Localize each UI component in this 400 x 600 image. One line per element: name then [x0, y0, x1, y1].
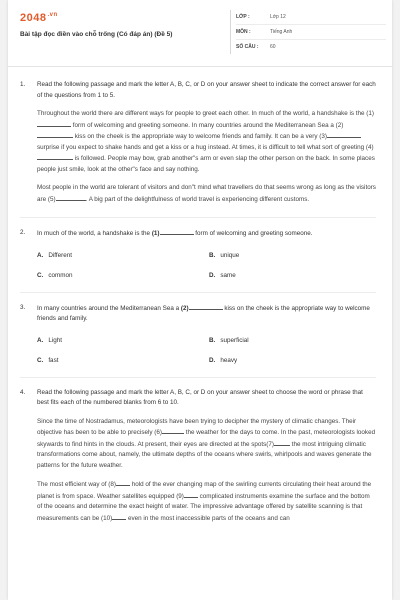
answer-blank [327, 131, 361, 138]
option-b[interactable]: B. unique [209, 251, 240, 259]
document-header [8, 0, 392, 66]
meta-value: 60 [270, 44, 276, 50]
answer-options [37, 336, 381, 365]
option-b[interactable]: B. superficial [209, 336, 249, 344]
question-stem: Read the following passage and mark the letter A, B, C, or D on your answer sheet to indicate the correct answer for each of the questions from 1 to 5. [37, 81, 376, 99]
meta-key: MÔN : [236, 29, 251, 35]
meta-value: Lớp 12 [270, 14, 286, 20]
passage-paragraph-2: Most people in the world are tolerant of visitors and don"t mind what travellers do that seems wrong as long as the visitors are (5) . A big part of the delightfulness of world travel is experiencing different customs. [37, 184, 376, 203]
question-stem: In much of the world, a handshake is the (1) form of welcoming and greeting someone. [37, 230, 313, 237]
question-number: 4. [20, 388, 26, 396]
meta-row-class [236, 10, 386, 25]
option-a[interactable]: A. Different [37, 251, 72, 259]
answer-blank [160, 228, 194, 235]
question-content [37, 80, 376, 205]
question-divider [20, 217, 376, 218]
answer-blank [189, 303, 223, 310]
passage-paragraph-1: Since the time of Nostradamus, meteorologists have been trying to decipher the mystery of climatic changes. Their objective has been to be able to precisely (6) the weather for the days to come. In the past, meteorologists looked skywards to find hints in the clouds. At present, their eyes are directed at the spots(7) the most intriguing climatic transformations come about, namely, the ultimate depths of the oceans where swirls, whirlpools and waves generate the patterns for the future weather. [37, 417, 376, 469]
meta-row-subject [236, 25, 386, 40]
site-logo[interactable]: $2048^{.vn}$ [20, 12, 58, 24]
answer-blank [274, 439, 290, 446]
header-divider [8, 66, 392, 67]
answer-options [37, 251, 381, 280]
question-stem: Read the following passage and mark the letter A, B, C, or D on your answer sheet to choose the word or phrase that best fits each of the numbered blanks from 6 to 10. [37, 388, 363, 406]
passage-paragraph-1: Throughout the world there are different ways for people to greet each other. In much of the world, a handshake is the (1) form of welcoming and greeting someone. In many countries around the Mediterranean Sea a (2) kiss on the cheek is the appropriate way to welcome friends and family. It can be a very (3) surprise if you expect to shake hands and get a kiss or a hug instead. At times, it is difficult to tell what sort of greeting (4) is followed. People may bow, grab another"s arm or even slap the other person on the back. In some places people just smile, look at the other"s face and say nothing. [37, 110, 375, 173]
answer-blank [116, 479, 130, 486]
meta-table [230, 10, 386, 54]
answer-blank [112, 513, 126, 520]
question-divider [20, 377, 376, 378]
meta-value: Tiếng Anh [270, 29, 293, 35]
question-number: 3. [20, 303, 26, 311]
option-d[interactable]: D. same [209, 271, 236, 279]
question-3 [20, 303, 376, 365]
question-2 [20, 228, 376, 280]
answer-blank [37, 131, 73, 138]
answer-blank [184, 491, 198, 498]
question-list [20, 80, 376, 524]
question-content [37, 388, 376, 525]
question-stem: In many countries around the Mediterranean Sea a (2) kiss on the cheek is the appropriate way to welcome friends and family. [37, 304, 370, 322]
answer-blank [162, 427, 184, 434]
question-number: 1. [20, 81, 26, 88]
answer-blank [56, 194, 86, 201]
question-divider [20, 292, 376, 293]
passage-paragraph-2: The most efficient way of (8) hold of the ever changing map of the swirling currents circulating their heat around the planet is from space. Weather satellites equipped (9) complicated instruments examine the surface and the bottom of the oceans and determine the exact height of water. The impressive advantage offered by satellite scanning is that measurements can be (10) even in the most inaccessible parts of the oceans and can [37, 481, 372, 522]
answer-blank [37, 120, 71, 127]
question-content [37, 228, 381, 280]
option-c[interactable]: C. fast [37, 356, 59, 364]
option-d[interactable]: D. heavy [209, 356, 238, 364]
answer-blank [37, 153, 73, 160]
question-content [37, 303, 381, 365]
meta-row-count [236, 40, 386, 54]
question-number: 2. [20, 229, 26, 236]
meta-key: LỚP : [236, 14, 250, 20]
question-1 [20, 80, 376, 205]
option-c[interactable]: C. common [37, 271, 73, 279]
page-title: Bài tập đọc điền vào chỗ trống (Có đáp án) (Đề 5) [20, 31, 173, 38]
option-a[interactable]: A. Light [37, 336, 62, 344]
meta-key: SỐ CÂU : [236, 44, 259, 50]
worksheet [8, 0, 392, 600]
question-4 [20, 388, 376, 525]
